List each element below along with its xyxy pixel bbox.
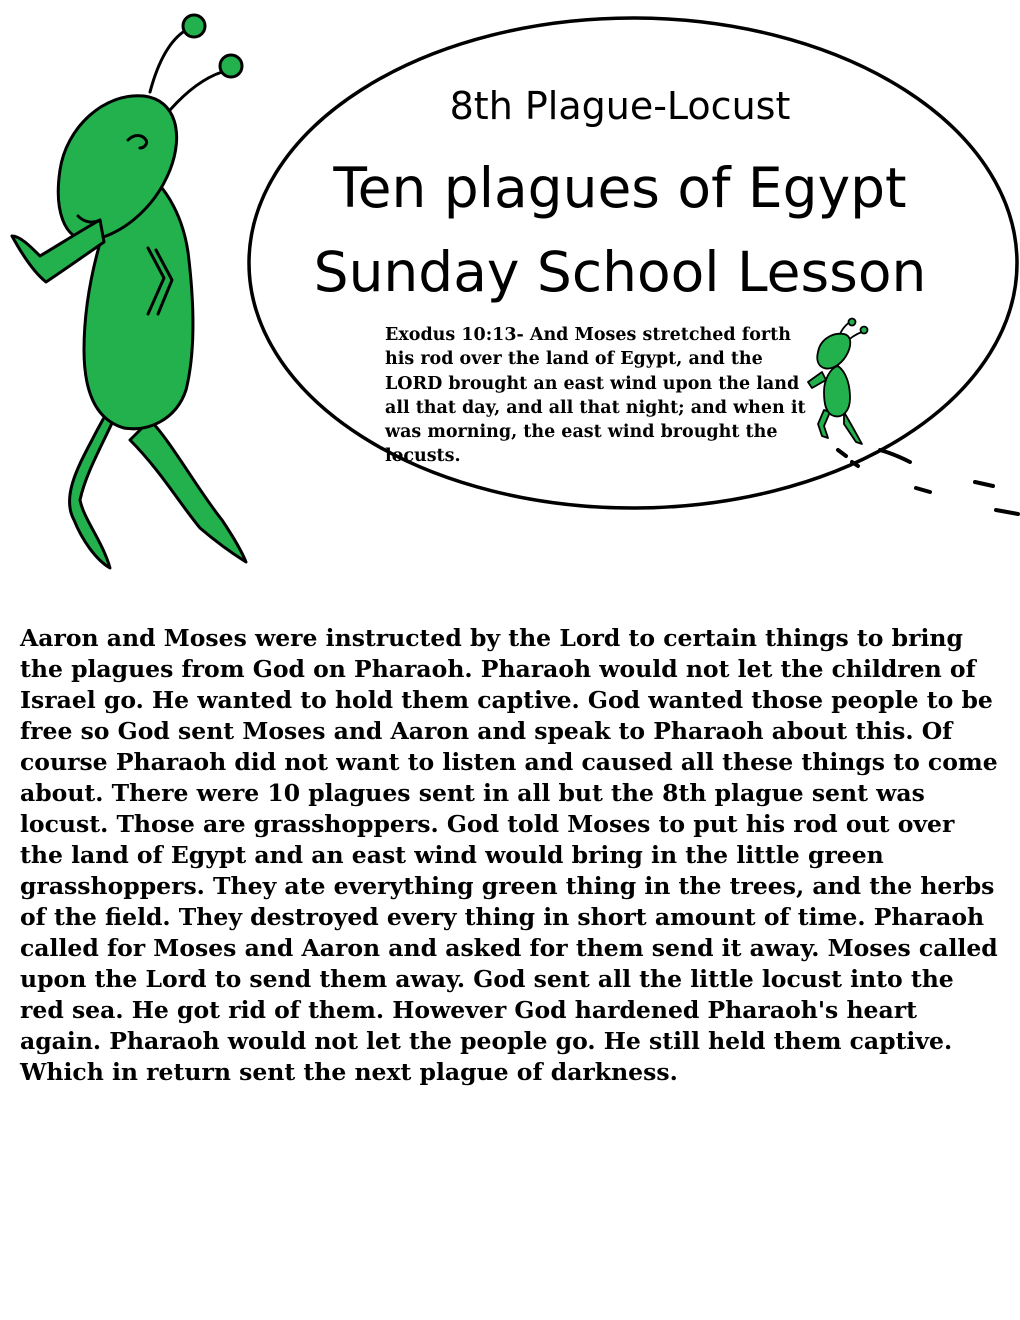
lesson-story: Aaron and Moses were instructed by the Lord to certain things to bring the plagues from God on Pharaoh. Pharaoh would not let the children of Israel go. He wanted to hold them captive. God wanted those people to be free so God sent Moses and Aaron and speak to Pharaoh about this. Of course Pharaoh did not want to listen and caused all these things to come about. There were 10 plagues sent in all but the 8th plague sent was locust. Those are grasshoppers. God told Moses to put his rod out over the land of Egypt and an east wind would bring in the little green grasshoppers. They ate everything green thing in the trees, and the herbs of the field. They destroyed every thing in short amount of time. Pharaoh called for Moses and Aaron and asked for them send it away. Moses called upon the Lord to send them away. God sent all the little locust into the red sea. He got rid of them. However God hardened Pharaoh's heart again. Pharaoh would not let the people go. He still held them captive. Which in return sent the next plague of darkness. xyxy=(20,624,998,1086)
locust-large-icon xyxy=(12,15,246,568)
plague-subtitle: 8th Plague-Locust xyxy=(449,84,791,128)
scripture-verse: Exodus 10:13- And Moses stretched forth his rod over the land of Egypt, and the LORD brought an east wind upon the land all that day, and all that night; and when it was morning, the east wind brought the locusts. xyxy=(385,325,806,467)
page-title-line1: Ten plagues of Egypt xyxy=(333,156,907,220)
page-title-line2: Sunday School Lesson xyxy=(313,240,927,304)
